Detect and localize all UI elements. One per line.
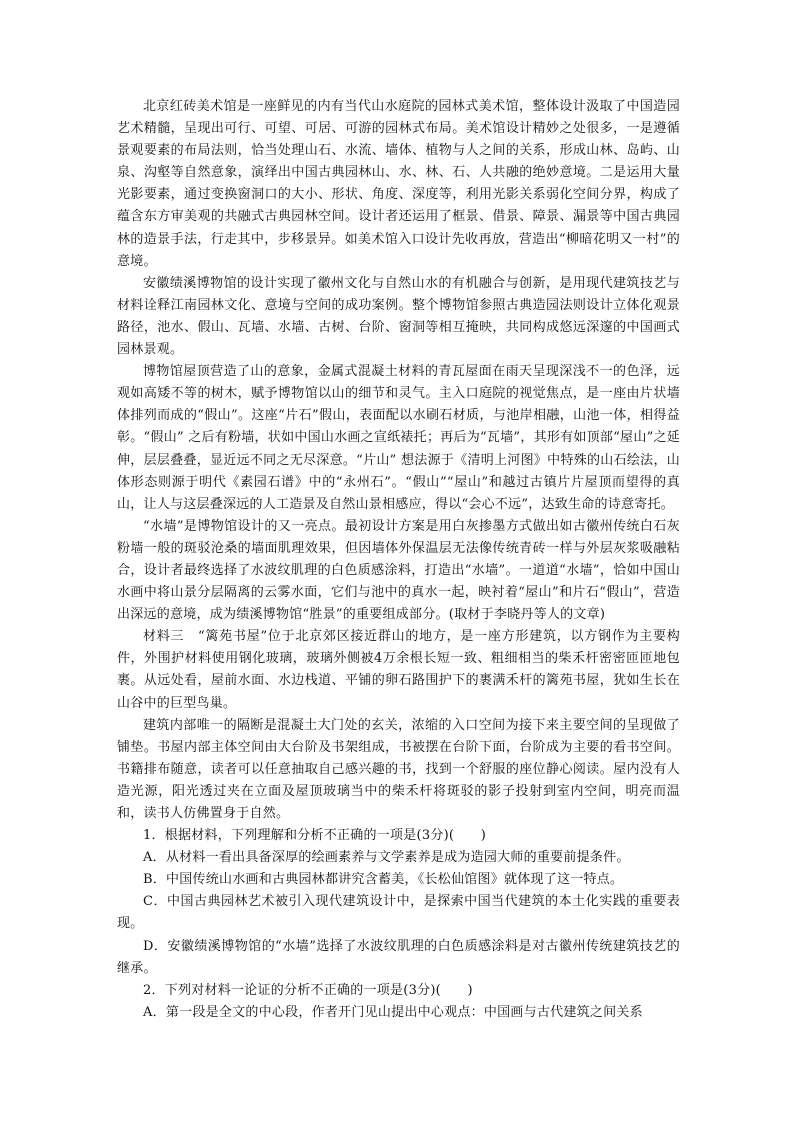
paragraph-roof-mountain: 博物馆屋顶营造了山的意象，金属式混凝土材料的青瓦屋面在雨天呈现深浅不一的色泽，远观如高矮不等的树木，赋予博物馆以山的细节和灵气。主入口庭院的视觉焦点，是一座由片状墙体排列而成的“假山”。这座“片石”假山，表面配以水刷石材质，与池岸相融，山池一体，相得益彰。“假山” 之后有粉墙，状如中国山水画之宣纸裱托；再后为“瓦墙”，其形有如顶部“屋山”之延伸，层层叠叠，显近远不同之无尽深意。“片山” 想法源于《清明上河图》中特殊的山石绘法，山体形态则源于明代《素园石谱》中的“永州石”。“假山”“屋山”和越过古镇片片屋顶而望得的真山，让人与这层叠深远的人工造景及自然山景相感应，得以“会心不远”，达致生命的诗意寄托。 bbox=[117, 364, 680, 512]
paragraph-water-wall: “水墙”是博物馆设计的又一亮点。最初设计方案是用白灰掺墨方式做出如古徽州传统白石灰粉墙一般的斑驳沧桑的墙面肌理效果，但因墙体外保温层无法像传统青砖一样与外层灰浆吸融粘合，设计者最终选择了水波纹肌理的白色质感涂料，打造出“水墙”。一道道“水墙”，恰如中国山水画中将山景分层隔离的云雾水面，它们与池中的真水一起，映衬着“屋山”和片石“假山”，营造出深远的意境，成为绩溪博物馆“胜景”的重要组成部分。(取材于李晓丹等人的文章) bbox=[117, 518, 680, 623]
paragraph-book-house-interior: 建筑内部唯一的隔断是混凝土大门处的玄关，浓缩的入口空间为接下来主要空间的呈现做了铺垫。书屋内部主体空间由大台阶及书架组成，书被摆在台阶下面，台阶成为主要的看书空间。书籍排布随意，读者可以任意抽取自己感兴趣的书，找到一个舒服的座位静心阅读。屋内没有人造光源，阳光透过夹在立面及屋顶玻璃当中的柴禾杆将斑驳的影子投射到室内空间，明亮而温和，读书人仿佛置身于自然。 bbox=[117, 717, 680, 821]
question-1-option-a: A．从材料一看出具备深厚的绘画素养与文学素养是成为造园大师的重要前提条件。 bbox=[143, 850, 630, 866]
question-2-option-a: A．第一段是全文的中心段，作者开门见山提出中心观点：中国画与古代建筑之间关系 bbox=[143, 1004, 643, 1020]
question-1-option-c: C．中国古典园林艺术被引入现代建筑设计中，是探索中国当代建筑的本土化实践的重要表现。 bbox=[117, 894, 680, 932]
question-2-stem: 2．下列对材料一论证的分析不正确的一项是(3分)( ) bbox=[143, 982, 473, 998]
paragraph-red-brick-museum: 北京红砖美术馆是一座鲜见的内有当代山水庭院的园林式美术馆，整体设计汲取了中国造园艺术精髓，呈现出可行、可望、可居、可游的园林式布局。美术馆设计精妙之处很多，一是遵循景观要素的布局法则，恰当处理山石、水流、墙体、植物与人之间的关系，形成山林、岛屿、山泉、沟壑等自然意象，演绎出中国古典园林山、水、林、石、人共融的绝妙意境。二是运用大量光影要素，通过变换窗洞口的大小、形状、角度、深度等，利用光影关系弱化空间分界，构成了蕴含东方审美观的共融式古典园林空间。设计者还运用了框景、借景、障景、漏景等中国古典园林的造景手法，行走其中，步移景异。如美术馆入口设计先收再放，营造出“柳暗花明又一村”的意境。 bbox=[117, 99, 680, 269]
paragraph-jixi-museum-intro: 安徽绩溪博物馆的设计实现了徽州文化与自然山水的有机融合与创新，是用现代建筑技艺与材料诠释江南园林文化、意境与空间的成功案例。整个博物馆参照古典造园法则设计立体化观景路径，池水、假山、瓦墙、水墙、古树、台阶、窗洞等相互掩映，共同构成悠远深邃的中国画式园林景观。 bbox=[117, 275, 680, 358]
question-1-option-d: D．安徽绩溪博物馆的“水墙”选择了水波纹肌理的白色质感涂料是对古徽州传统建筑技艺的继承。 bbox=[117, 938, 680, 976]
paragraph-material-three: 材料三 “篱苑书屋”位于北京郊区接近群山的地方，是一座方形建筑，以方钢作为主要构件，外围护材料使用钢化玻璃，玻璃外侧被4万余根长短一致、粗细相当的柴禾杆密密匝匝地包裹。从远处看，屋前水面、水边栈道、平铺的卵石路围护下的裹满禾杆的篱苑书屋，犹如生长在山谷中的巨型鸟巢。 bbox=[117, 629, 680, 711]
question-1-option-b: B．中国传统山水画和古典园林都讲究含蓄美，《长松仙馆图》就体现了这一特点。 bbox=[143, 872, 624, 888]
question-1-stem: 1．根据材料，下列理解和分析不正确的一项是(3分)( ) bbox=[143, 828, 487, 844]
